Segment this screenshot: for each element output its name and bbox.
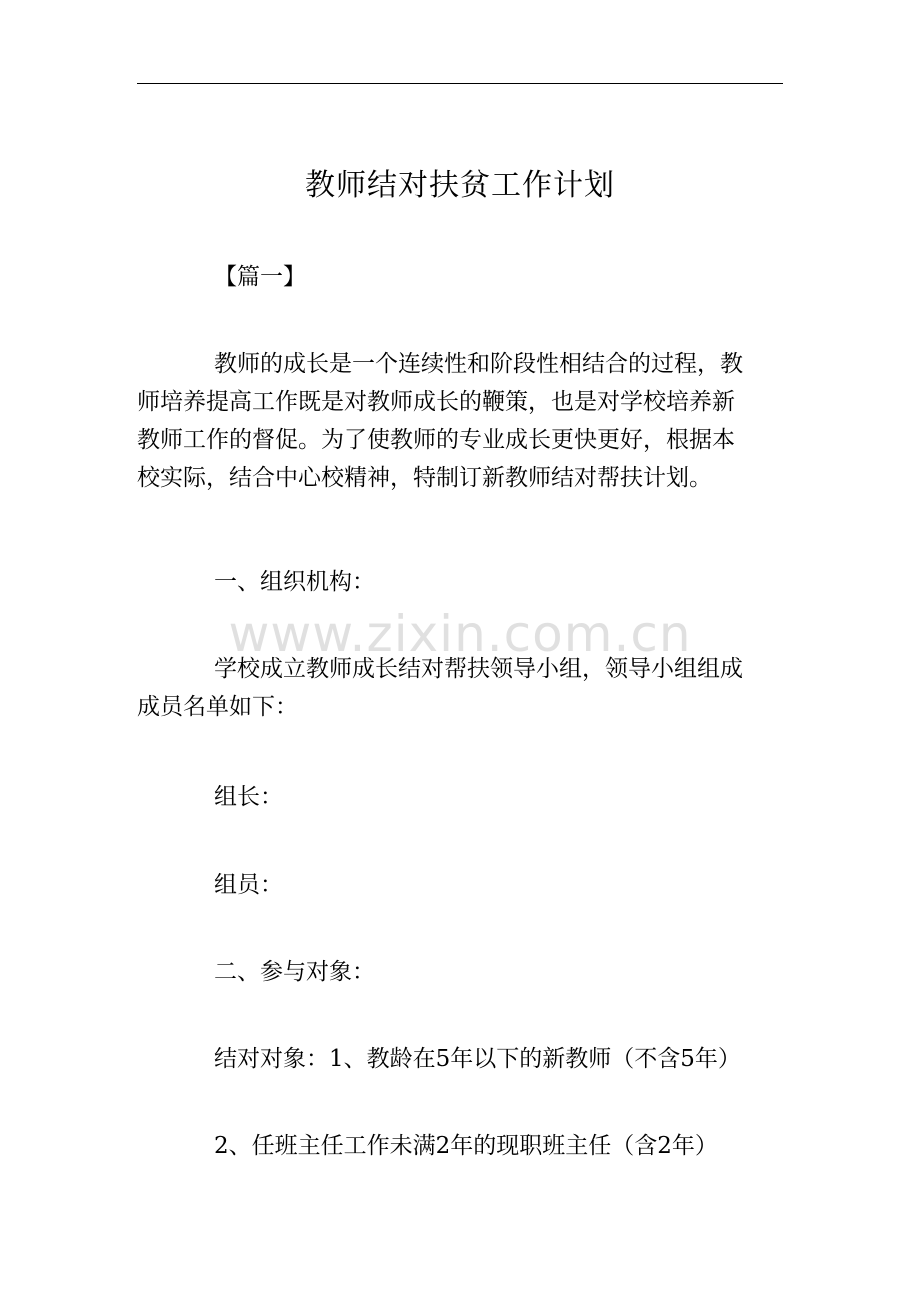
header-rule <box>137 83 783 84</box>
target-line: 结对对象：1、教龄在5年以下的新教师（不含5年） <box>214 1046 741 1072</box>
document-title: 教师结对扶贫工作计划 <box>305 168 615 203</box>
member-label: 组员： <box>214 872 283 898</box>
intro-line: 教师工作的督促。为了使教师的专业成长更快更好，根据本 <box>137 427 735 453</box>
organization-line: 学校成立教师成长结对帮扶领导小组，领导小组组成 <box>214 656 743 682</box>
intro-paragraph <box>137 345 783 497</box>
intro-line: 师培养提高工作既是对教师成长的鞭策，也是对学校培养新 <box>137 389 735 415</box>
target-line: 2、任班主任工作未满2年的现职班主任（含2年） <box>214 1133 718 1159</box>
heading-organization: 一、组织机构： <box>214 569 375 595</box>
intro-line: 校实际，结合中心校精神，特制订新教师结对帮扶计划。 <box>137 465 712 491</box>
watermark-text: www.zixin.com.cn <box>228 605 692 663</box>
intro-line: 教师的成长是一个连续性和阶段性相结合的过程，教 <box>214 351 743 377</box>
leader-label: 组长： <box>214 784 283 810</box>
section-label: 【篇一】 <box>214 264 306 290</box>
organization-paragraph <box>137 650 783 726</box>
organization-line: 成员名单如下： <box>137 694 298 720</box>
heading-participants: 二、参与对象： <box>214 959 375 985</box>
